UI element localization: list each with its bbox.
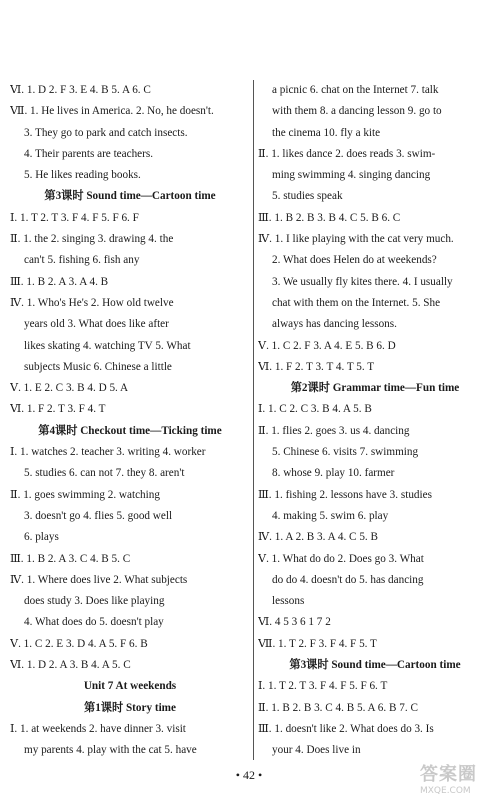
section-heading: 第1课时 Story time bbox=[84, 701, 176, 714]
section-heading: 第2课时 Grammar time—Fun time bbox=[290, 382, 460, 395]
answer-line: does study 3. Does like playing bbox=[24, 595, 165, 608]
answer-line: the cinema 10. fly a kite bbox=[272, 126, 381, 139]
watermark-logo bbox=[420, 760, 490, 796]
answer-line: Ⅵ. 1. D 2. A 3. B 4. A 5. C bbox=[10, 659, 131, 672]
answer-line: can't 5. fishing 6. fish any bbox=[24, 254, 140, 267]
answer-line: 2. What does Helen do at weekends? bbox=[272, 254, 437, 267]
section-heading: 第3课时 Sound time—Cartoon time bbox=[44, 190, 216, 203]
answer-line: Ⅱ. 1. flies 2. goes 3. us 4. dancing bbox=[258, 424, 410, 437]
answer-line: Ⅲ. 1. B 2. A 3. A 4. B bbox=[10, 275, 109, 288]
watermark-url: MXQE.COM bbox=[420, 786, 471, 796]
answer-line: 5. studies 6. can not 7. they 8. aren't bbox=[24, 467, 185, 480]
answer-line: Ⅲ. 1. doesn't like 2. What does do 3. Is bbox=[258, 722, 434, 735]
answer-line: ming swimming 4. singing dancing bbox=[272, 169, 431, 182]
answer-line: Ⅳ. 1. Where does live 2. What subjects bbox=[10, 573, 188, 586]
answer-line: Ⅳ. 1. I like playing with the cat very much. bbox=[258, 233, 454, 246]
answer-line: 6. plays bbox=[24, 531, 59, 544]
right-column bbox=[258, 80, 492, 762]
answer-line: Ⅰ. 1. at weekends 2. have dinner 3. visit bbox=[10, 722, 186, 735]
answer-line: Ⅶ. 1. T 2. F 3. F 4. F 5. T bbox=[258, 637, 377, 650]
answer-line: Ⅴ. 1. E 2. C 3. B 4. D 5. A bbox=[10, 382, 129, 395]
answer-line: Ⅴ. 1. C 2. F 3. A 4. E 5. B 6. D bbox=[258, 339, 396, 352]
answer-line: 4. Their parents are teachers. bbox=[24, 147, 154, 160]
answer-line: Ⅴ. 1. What do do 2. Does go 3. What bbox=[258, 552, 424, 565]
answer-line: Ⅰ. 1. T 2. T 3. F 4. F 5. F 6. F bbox=[10, 211, 139, 224]
watermark-logo-text: 答案圈 bbox=[420, 764, 477, 785]
answer-line: Ⅱ. 1. goes swimming 2. watching bbox=[10, 488, 160, 501]
answer-line: Ⅵ. 1. F 2. T 3. F 4. T bbox=[10, 403, 106, 416]
answer-line: 4. What does do 5. doesn't play bbox=[24, 616, 164, 629]
answer-line: 4. making 5. swim 6. play bbox=[272, 509, 389, 522]
answer-line: subjects Music 6. Chinese a little bbox=[24, 360, 172, 373]
section-heading: 第3课时 Sound time—Cartoon time bbox=[289, 659, 461, 672]
answer-line: Ⅱ. 1. B 2. B 3. C 4. B 5. A 6. B 7. C bbox=[258, 701, 418, 714]
section-heading: 第4课时 Checkout time—Ticking time bbox=[38, 424, 222, 437]
answer-line: years old 3. What does like after bbox=[24, 318, 169, 331]
answer-line: your 4. Does live in bbox=[272, 744, 361, 757]
answer-line: 5. studies speak bbox=[272, 190, 343, 203]
page-number: • 42 • bbox=[235, 768, 263, 782]
section-heading: Unit 7 At weekends bbox=[83, 680, 177, 693]
answer-line: Ⅳ. 1. A 2. B 3. A 4. C 5. B bbox=[258, 531, 378, 544]
answer-line: my parents 4. play with the cat 5. have bbox=[24, 744, 197, 757]
answer-line: likes skating 4. watching TV 5. What bbox=[24, 339, 191, 352]
answer-line: Ⅴ. 1. C 2. E 3. D 4. A 5. F 6. B bbox=[10, 637, 148, 650]
answer-line: Ⅶ. 1. He lives in America. 2. No, he doesn't. bbox=[10, 105, 214, 118]
answer-line: Ⅵ. 4 5 3 6 1 7 2 bbox=[258, 616, 331, 629]
answer-line: Ⅳ. 1. Who's He's 2. How old twelve bbox=[10, 296, 174, 309]
answer-line: a picnic 6. chat on the Internet 7. talk bbox=[272, 84, 439, 96]
answer-line: Ⅰ. 1. watches 2. teacher 3. writing 4. worker bbox=[10, 446, 206, 459]
answer-line: 3. We usually fly kites there. 4. I usually bbox=[272, 275, 453, 288]
answer-line: Ⅲ. 1. B 2. A 3. C 4. B 5. C bbox=[10, 552, 131, 565]
answer-line: 3. doesn't go 4. flies 5. good well bbox=[24, 509, 173, 522]
answer-line: 8. whose 9. play 10. farmer bbox=[272, 467, 395, 480]
answer-line: Ⅵ. 1. F 2. T 3. T 4. T 5. T bbox=[258, 360, 375, 373]
answer-line: Ⅱ. 1. likes dance 2. does reads 3. swim- bbox=[258, 147, 436, 160]
column-divider bbox=[253, 80, 254, 760]
answer-line: do do 4. doesn't do 5. has dancing bbox=[272, 573, 424, 586]
answer-line: 3. They go to park and catch insects. bbox=[24, 126, 188, 139]
answer-line: chat with them on the Internet. 5. She bbox=[272, 296, 441, 309]
answer-line: Ⅰ. 1. C 2. C 3. B 4. A 5. B bbox=[258, 403, 372, 416]
answer-line: Ⅲ. 1. fishing 2. lessons have 3. studies bbox=[258, 488, 432, 501]
answer-line: Ⅱ. 1. the 2. singing 3. drawing 4. the bbox=[10, 233, 174, 246]
answer-line: Ⅲ. 1. B 2. B 3. B 4. C 5. B 6. C bbox=[258, 211, 401, 224]
answer-line: 5. Chinese 6. visits 7. swimming bbox=[272, 446, 419, 459]
answer-line: always has dancing lessons. bbox=[272, 318, 397, 331]
answer-line: lessons bbox=[272, 595, 305, 608]
answer-line: Ⅰ. 1. T 2. T 3. F 4. F 5. F 6. T bbox=[258, 680, 388, 693]
answer-line: Ⅵ. 1. D 2. F 3. E 4. B 5. A 6. C bbox=[10, 84, 151, 96]
left-column bbox=[10, 80, 250, 762]
answer-line: 5. He likes reading books. bbox=[24, 169, 141, 182]
answer-line: with them 8. a dancing lesson 9. go to bbox=[272, 105, 442, 118]
